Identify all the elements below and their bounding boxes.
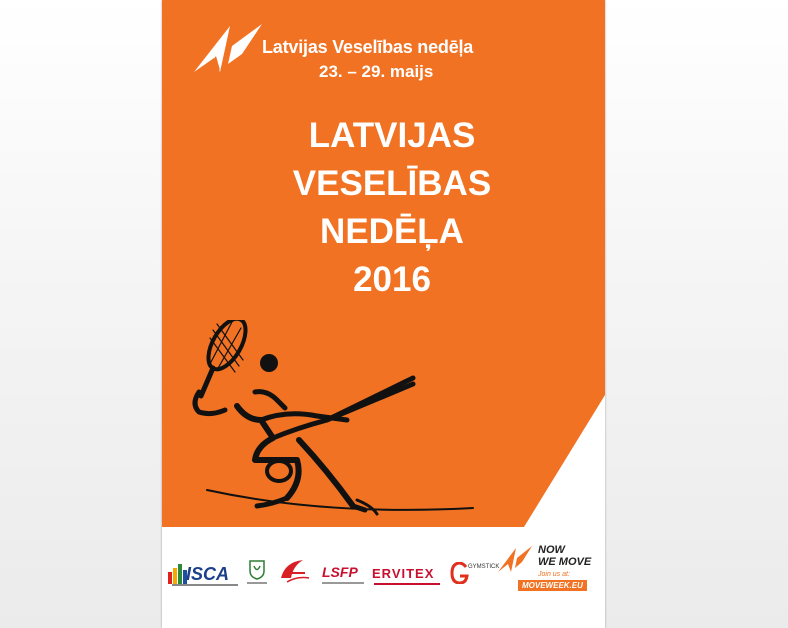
gymstick-logo bbox=[450, 558, 500, 588]
now-we-move-logo bbox=[498, 544, 602, 606]
title-line-4: 2016 bbox=[353, 260, 431, 299]
title-line-3: NEDĒĻA bbox=[320, 212, 464, 251]
crest-shield-icon bbox=[249, 560, 265, 580]
event-logo-icon bbox=[192, 24, 264, 74]
gymstick-text: GYMSTICK bbox=[468, 564, 500, 570]
lsfp-logo bbox=[322, 564, 366, 590]
isca-text: ISCA bbox=[186, 564, 230, 584]
now-we-move-url: MOVEWEEK.EU bbox=[518, 580, 587, 591]
squash-player-illustration bbox=[177, 320, 477, 525]
sponsor-logos bbox=[162, 540, 605, 610]
header-event-dates: 23. – 29. maijs bbox=[319, 62, 434, 81]
isca-mark-icon bbox=[168, 564, 188, 584]
ervitex-text: ERVITEX bbox=[372, 566, 435, 581]
isca-tagline bbox=[172, 584, 238, 586]
now-we-move-line2: WE MOVE bbox=[538, 556, 592, 568]
swoosh-icon bbox=[279, 558, 311, 584]
lsfp-text: LSFP bbox=[322, 564, 358, 580]
title-line-1: LATVIJAS bbox=[308, 116, 476, 155]
association-logo bbox=[279, 558, 311, 590]
title-line-2: VESELĪBAS bbox=[292, 164, 492, 203]
now-we-move-join: Join us at: bbox=[538, 571, 570, 578]
poster-page bbox=[162, 0, 605, 628]
crest-logo bbox=[247, 560, 267, 590]
ervitex-logo bbox=[372, 566, 442, 588]
now-we-move-line1: NOW bbox=[538, 544, 565, 556]
header-event-name: Latvijas Veselības nedēļa bbox=[262, 37, 474, 57]
gymstick-g-icon bbox=[450, 562, 470, 584]
poster-title bbox=[232, 112, 552, 304]
isca-logo bbox=[168, 562, 240, 588]
now-we-move-mark-icon bbox=[498, 546, 532, 572]
